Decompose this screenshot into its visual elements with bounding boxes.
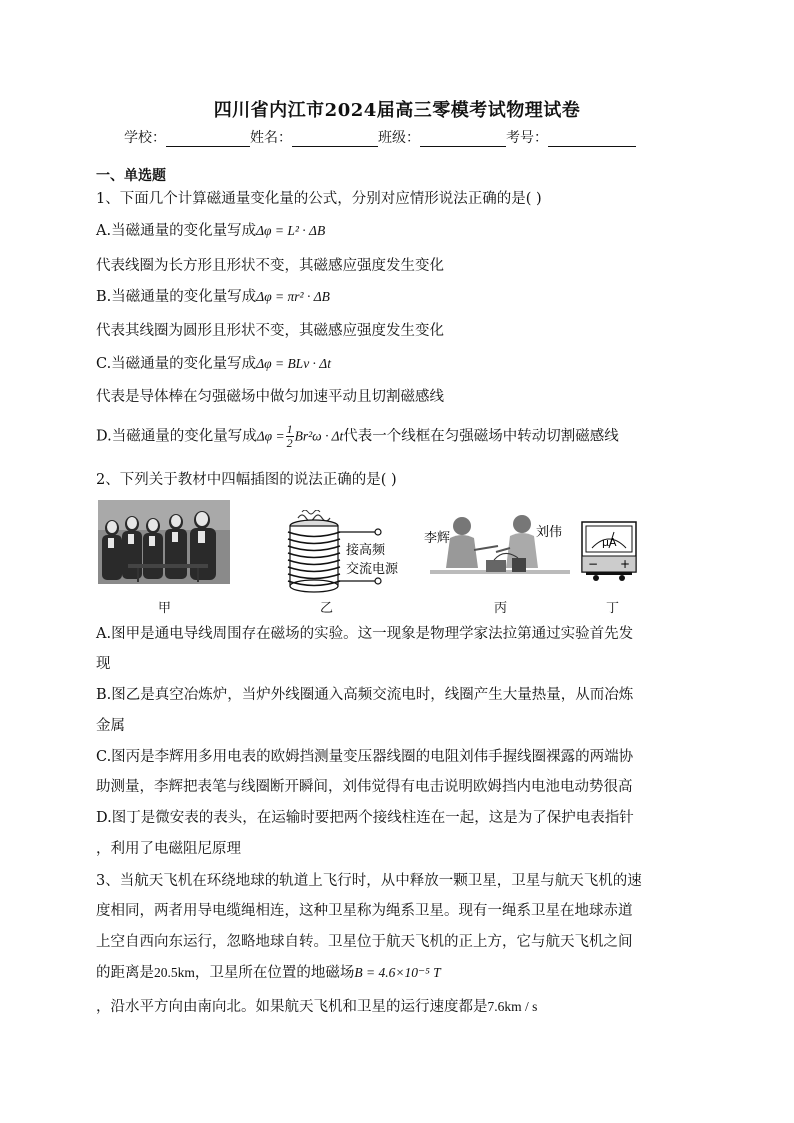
figure-bing-name-2: 刘伟: [536, 525, 563, 540]
q3-l4-prefix: 的距离是: [96, 965, 154, 981]
figure-bing-students-measuring: [424, 508, 576, 592]
q2-option-d-line-2: ，利用了电磁阻尼原理: [96, 841, 241, 857]
figure-jia-scientists-photo: [98, 500, 230, 584]
figure-yi-text-2: 交流电源: [346, 562, 399, 577]
figure-ding-unit: μA: [602, 536, 617, 549]
q3-field: B = 4.6×10⁻⁵ T: [354, 965, 441, 980]
q2-stem: 2、下列关于教材中四幅插图的说法正确的是( ): [96, 472, 397, 488]
q1-b-desc: 代表其线圈为圆形且形状不变，其磁感应强度发生变化: [96, 323, 444, 339]
q1-option-d: [96, 423, 619, 450]
q1-d-prefix: D.当磁通量的变化量写成: [96, 428, 257, 445]
q1-c-desc: 代表是导体棒在匀强磁场中做匀加速平动且切割磁感线: [96, 389, 444, 405]
number-label: 考号：: [506, 130, 548, 146]
figure-ding-microammeter: [578, 516, 640, 586]
figure-label-yi: 乙: [320, 601, 334, 616]
q1-d-fraction: [286, 423, 294, 450]
name-blank[interactable]: [292, 131, 378, 147]
q1-d-formula-left: Δφ =: [256, 428, 285, 444]
q3-speed: 7.6km / s: [487, 999, 538, 1014]
q3-line-2: 度相同，两者用导电缆绳相连，这种卫星称为绳系卫星。现有一绳系卫星在地球赤道: [96, 903, 633, 919]
q3-distance: 20.5km: [154, 965, 195, 980]
q1-b-prefix: B.当磁通量的变化量写成: [96, 289, 257, 305]
class-blank[interactable]: [420, 131, 506, 147]
q1-d-suffix: 代表一个线框在匀强磁场中转动切割磁感线: [343, 428, 619, 445]
name-label: 姓名：: [250, 130, 292, 146]
figure-label-bing: 丙: [494, 601, 508, 616]
figure-label-jia: 甲: [158, 601, 172, 616]
q1-a-formula: Δφ = L² · ΔB: [256, 223, 326, 238]
q2-option-c-line-1: C.图丙是李辉用多用电表的欧姆挡测量变压器线圈的电阻刘伟手握线圈裸露的两端协: [96, 749, 634, 765]
q1-d-frac-num: 1: [286, 422, 293, 436]
q3-l5-prefix: ，沿水平方向由南向北。如果航天飞机和卫星的运行速度都是: [96, 999, 488, 1015]
q1-option-c: [96, 354, 331, 374]
q2-option-b-line-1: B.图乙是真空冶炼炉，当炉外线圈通入高频交流电时，线圈产生大量热量，从而冶炼: [96, 687, 634, 703]
q1-d-formula-right: Br²ω · Δt: [294, 428, 344, 444]
student-info-line: [124, 127, 636, 147]
q3-line-3: 上空自西向东运行，忽略地球自转。卫星位于航天飞机的正上方，它与航天飞机之间: [96, 934, 633, 950]
q2-option-a-line-1: A.图甲是通电导线周围存在磁场的实验。这一现象是物理学家法拉第通过实验首先发: [96, 626, 634, 642]
q1-a-desc: 代表线圈为长方形且形状不变，其磁感应强度发生变化: [96, 258, 444, 274]
q2-option-c-line-2: 助测量，李辉把表笔与线圈断开瞬间，刘伟觉得有电击说明欧姆挡内电池电动势很高: [96, 779, 633, 795]
figure-label-ding: 丁: [606, 601, 620, 616]
section-heading: 一、单选题: [96, 168, 166, 184]
school-label: 学校：: [124, 130, 166, 146]
q3-line-4: [96, 963, 441, 983]
svg-text:−: −: [588, 557, 599, 571]
figure-yi-text-1: 接高频: [346, 543, 386, 558]
q3-line-1: 3、当航天飞机在环绕地球的轨道上飞行时，从中释放一颗卫星，卫星与航天飞机的速: [96, 873, 642, 889]
q1-b-formula: Δφ = πr² · ΔB: [256, 289, 330, 304]
q1-a-prefix: A.当磁通量的变化量写成: [96, 223, 257, 239]
number-blank[interactable]: [548, 131, 636, 147]
q3-l4-mid: ，卫星所在位置的地磁场: [194, 965, 355, 981]
q2-option-d-line-1: D.图丁是微安表的表头，在运输时要把两个接线柱连在一起，这是为了保护电表指针: [96, 810, 634, 826]
school-blank[interactable]: [166, 131, 250, 147]
q1-c-formula: Δφ = BLv · Δt: [256, 356, 331, 371]
q3-line-5: [96, 997, 537, 1017]
q1-option-b: [96, 287, 330, 307]
q1-d-frac-den: 2: [286, 436, 293, 450]
figure-bing-name-1: 李辉: [424, 531, 451, 546]
q2-option-b-line-2: 金属: [96, 718, 125, 734]
q1-option-a: [96, 221, 325, 241]
q1-stem: 1、下面几个计算磁通量变化量的公式，分别对应情形说法正确的是( ): [96, 191, 542, 207]
svg-text:+: +: [620, 557, 631, 571]
figure-yi-induction-furnace: [280, 510, 440, 596]
q2-option-a-line-2: 现: [96, 656, 111, 672]
page-title: 四川省内江市2024届高三零模考试物理试卷: [213, 100, 581, 121]
class-label: 班级：: [378, 130, 420, 146]
q1-c-prefix: C.当磁通量的变化量写成: [96, 356, 257, 372]
